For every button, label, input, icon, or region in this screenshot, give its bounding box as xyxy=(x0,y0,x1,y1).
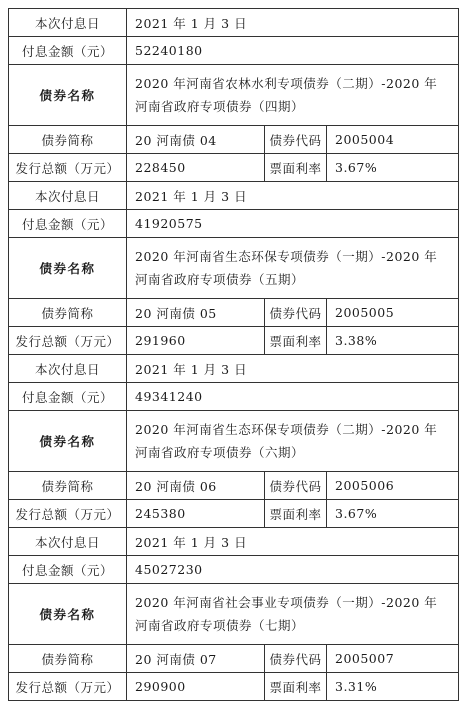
interest-amount-row xyxy=(9,556,459,584)
short-name-label: 债券简称 xyxy=(9,299,127,327)
coupon-rate-label: 票面利率 xyxy=(265,154,327,182)
issue-amount-value: 245380 xyxy=(127,500,265,528)
payment-date-label: 本次付息日 xyxy=(9,182,127,210)
interest-amount-row xyxy=(9,210,459,238)
bond-code-label: 债券代码 xyxy=(265,299,327,327)
bond-name-row xyxy=(9,238,459,299)
issue-rate-row xyxy=(9,154,459,182)
payment-date-value: 2021 年 1 月 3 日 xyxy=(127,182,459,210)
bond-code-value: 2005006 xyxy=(327,472,459,500)
bond-name-value: 2020 年河南省社会事业专项债券（一期）-2020 年河南省政府专项债券（七期） xyxy=(127,584,459,645)
payment-date-label: 本次付息日 xyxy=(9,9,127,37)
issue-rate-row xyxy=(9,500,459,528)
payment-date-value: 2021 年 1 月 3 日 xyxy=(127,355,459,383)
interest-amount-value: 41920575 xyxy=(127,210,459,238)
bond-code-value: 2005005 xyxy=(327,299,459,327)
issue-rate-row xyxy=(9,327,459,355)
bond-interest-document xyxy=(8,8,458,701)
bond-name-row xyxy=(9,411,459,472)
issue-rate-row xyxy=(9,673,459,701)
bond-code-value: 2005004 xyxy=(327,126,459,154)
short-name-value: 20 河南债 07 xyxy=(127,645,265,673)
issue-amount-value: 228450 xyxy=(127,154,265,182)
payment-date-label: 本次付息日 xyxy=(9,528,127,556)
coupon-rate-label: 票面利率 xyxy=(265,500,327,528)
short-name-code-row xyxy=(9,645,459,673)
issue-amount-value: 290900 xyxy=(127,673,265,701)
bond-name-value: 2020 年河南省生态环保专项债券（二期）-2020 年河南省政府专项债券（六期） xyxy=(127,411,459,472)
payment-date-value: 2021 年 1 月 3 日 xyxy=(127,9,459,37)
bond-table xyxy=(8,8,459,701)
interest-amount-label: 付息金额（元） xyxy=(9,37,127,65)
bond-code-label: 债券代码 xyxy=(265,645,327,673)
payment-date-row xyxy=(9,528,459,556)
bond-name-row xyxy=(9,584,459,645)
short-name-value: 20 河南债 05 xyxy=(127,299,265,327)
coupon-rate-label: 票面利率 xyxy=(265,673,327,701)
short-name-label: 债券简称 xyxy=(9,645,127,673)
payment-date-row xyxy=(9,182,459,210)
coupon-rate-value: 3.31% xyxy=(327,673,459,701)
issue-amount-value: 291960 xyxy=(127,327,265,355)
short-name-value: 20 河南债 06 xyxy=(127,472,265,500)
issue-amount-label: 发行总额（万元） xyxy=(9,327,127,355)
payment-date-row xyxy=(9,355,459,383)
interest-amount-label: 付息金额（元） xyxy=(9,210,127,238)
bond-table-body xyxy=(9,9,459,701)
short-name-value: 20 河南债 04 xyxy=(127,126,265,154)
bond-code-label: 债券代码 xyxy=(265,126,327,154)
bond-name-label: 债券名称 xyxy=(9,65,127,126)
payment-date-row xyxy=(9,9,459,37)
short-name-label: 债券简称 xyxy=(9,126,127,154)
interest-amount-label: 付息金额（元） xyxy=(9,556,127,584)
short-name-code-row xyxy=(9,472,459,500)
bond-name-label: 债券名称 xyxy=(9,238,127,299)
bond-name-label: 债券名称 xyxy=(9,584,127,645)
coupon-rate-label: 票面利率 xyxy=(265,327,327,355)
bond-name-value: 2020 年河南省农林水利专项债券（二期）-2020 年河南省政府专项债券（四期） xyxy=(127,65,459,126)
interest-amount-row xyxy=(9,383,459,411)
short-name-label: 债券简称 xyxy=(9,472,127,500)
interest-amount-label: 付息金额（元） xyxy=(9,383,127,411)
bond-name-row xyxy=(9,65,459,126)
issue-amount-label: 发行总额（万元） xyxy=(9,673,127,701)
short-name-code-row xyxy=(9,299,459,327)
issue-amount-label: 发行总额（万元） xyxy=(9,500,127,528)
bond-name-value: 2020 年河南省生态环保专项债券（一期）-2020 年河南省政府专项债券（五期） xyxy=(127,238,459,299)
coupon-rate-value: 3.67% xyxy=(327,154,459,182)
coupon-rate-value: 3.38% xyxy=(327,327,459,355)
payment-date-label: 本次付息日 xyxy=(9,355,127,383)
bond-code-label: 债券代码 xyxy=(265,472,327,500)
bond-code-value: 2005007 xyxy=(327,645,459,673)
payment-date-value: 2021 年 1 月 3 日 xyxy=(127,528,459,556)
issue-amount-label: 发行总额（万元） xyxy=(9,154,127,182)
interest-amount-value: 45027230 xyxy=(127,556,459,584)
coupon-rate-value: 3.67% xyxy=(327,500,459,528)
interest-amount-value: 49341240 xyxy=(127,383,459,411)
interest-amount-value: 52240180 xyxy=(127,37,459,65)
bond-name-label: 债券名称 xyxy=(9,411,127,472)
short-name-code-row xyxy=(9,126,459,154)
interest-amount-row xyxy=(9,37,459,65)
